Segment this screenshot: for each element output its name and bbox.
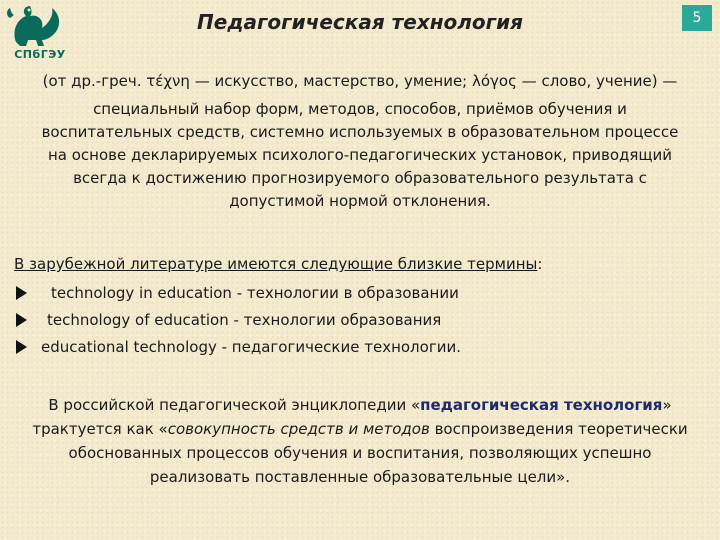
highlighted-term: педагогическая технология xyxy=(420,396,663,414)
foreign-terms-heading xyxy=(14,255,614,273)
foreign-terms-heading-suffix: : xyxy=(537,255,543,273)
arrowhead-bullet-icon xyxy=(16,340,27,354)
foreign-terms-section xyxy=(14,255,614,360)
encyclopedia-text-3: воспроизведения теоретически обоснованных процессов обучения и воспитания, позволяющих успешно реализовать поставленные образовательные цели». xyxy=(68,420,688,486)
logo-text: СПбГЭУ xyxy=(14,48,66,61)
emphasized-phrase: совокупность средств и методов xyxy=(167,420,430,438)
list-item-text: educational technology - педагогические технологии. xyxy=(41,337,461,356)
list-item xyxy=(14,333,614,360)
definition-paragraph xyxy=(30,70,690,213)
foreign-terms-heading-text: В зарубежной литературе имеются следующие близкие термины xyxy=(14,255,538,273)
encyclopedia-text-1: В российской педагогической энциклопедии « xyxy=(48,396,421,414)
page-number-badge: 5 xyxy=(682,5,712,31)
list-item-text: technology of education - технологии образования xyxy=(47,310,442,329)
etymology-line: (от др.-греч. τέχνη — искусство, мастерство, умение; λόγος — слово, учение) — xyxy=(42,72,678,90)
list-item-text: technology in education - технологии в образовании xyxy=(51,283,459,302)
list-item xyxy=(14,306,614,333)
list-item xyxy=(14,279,614,306)
encyclopedia-paragraph xyxy=(20,393,700,489)
arrowhead-bullet-icon xyxy=(16,286,27,300)
definition-text: специальный набор форм, методов, способов, приёмов обучения и воспитательных средств, системно используемых в образовательном процессе на основе декларируемых психолого-педагогических установок, приводящий всегда к достижению прогнозируемого образовательного результата с допустимой нормой отклонения. xyxy=(41,100,679,210)
encyclopedia-text-2: » трактуется как « xyxy=(32,396,672,438)
page-title: Педагогическая технология xyxy=(197,10,523,34)
arrowhead-bullet-icon xyxy=(16,313,27,327)
